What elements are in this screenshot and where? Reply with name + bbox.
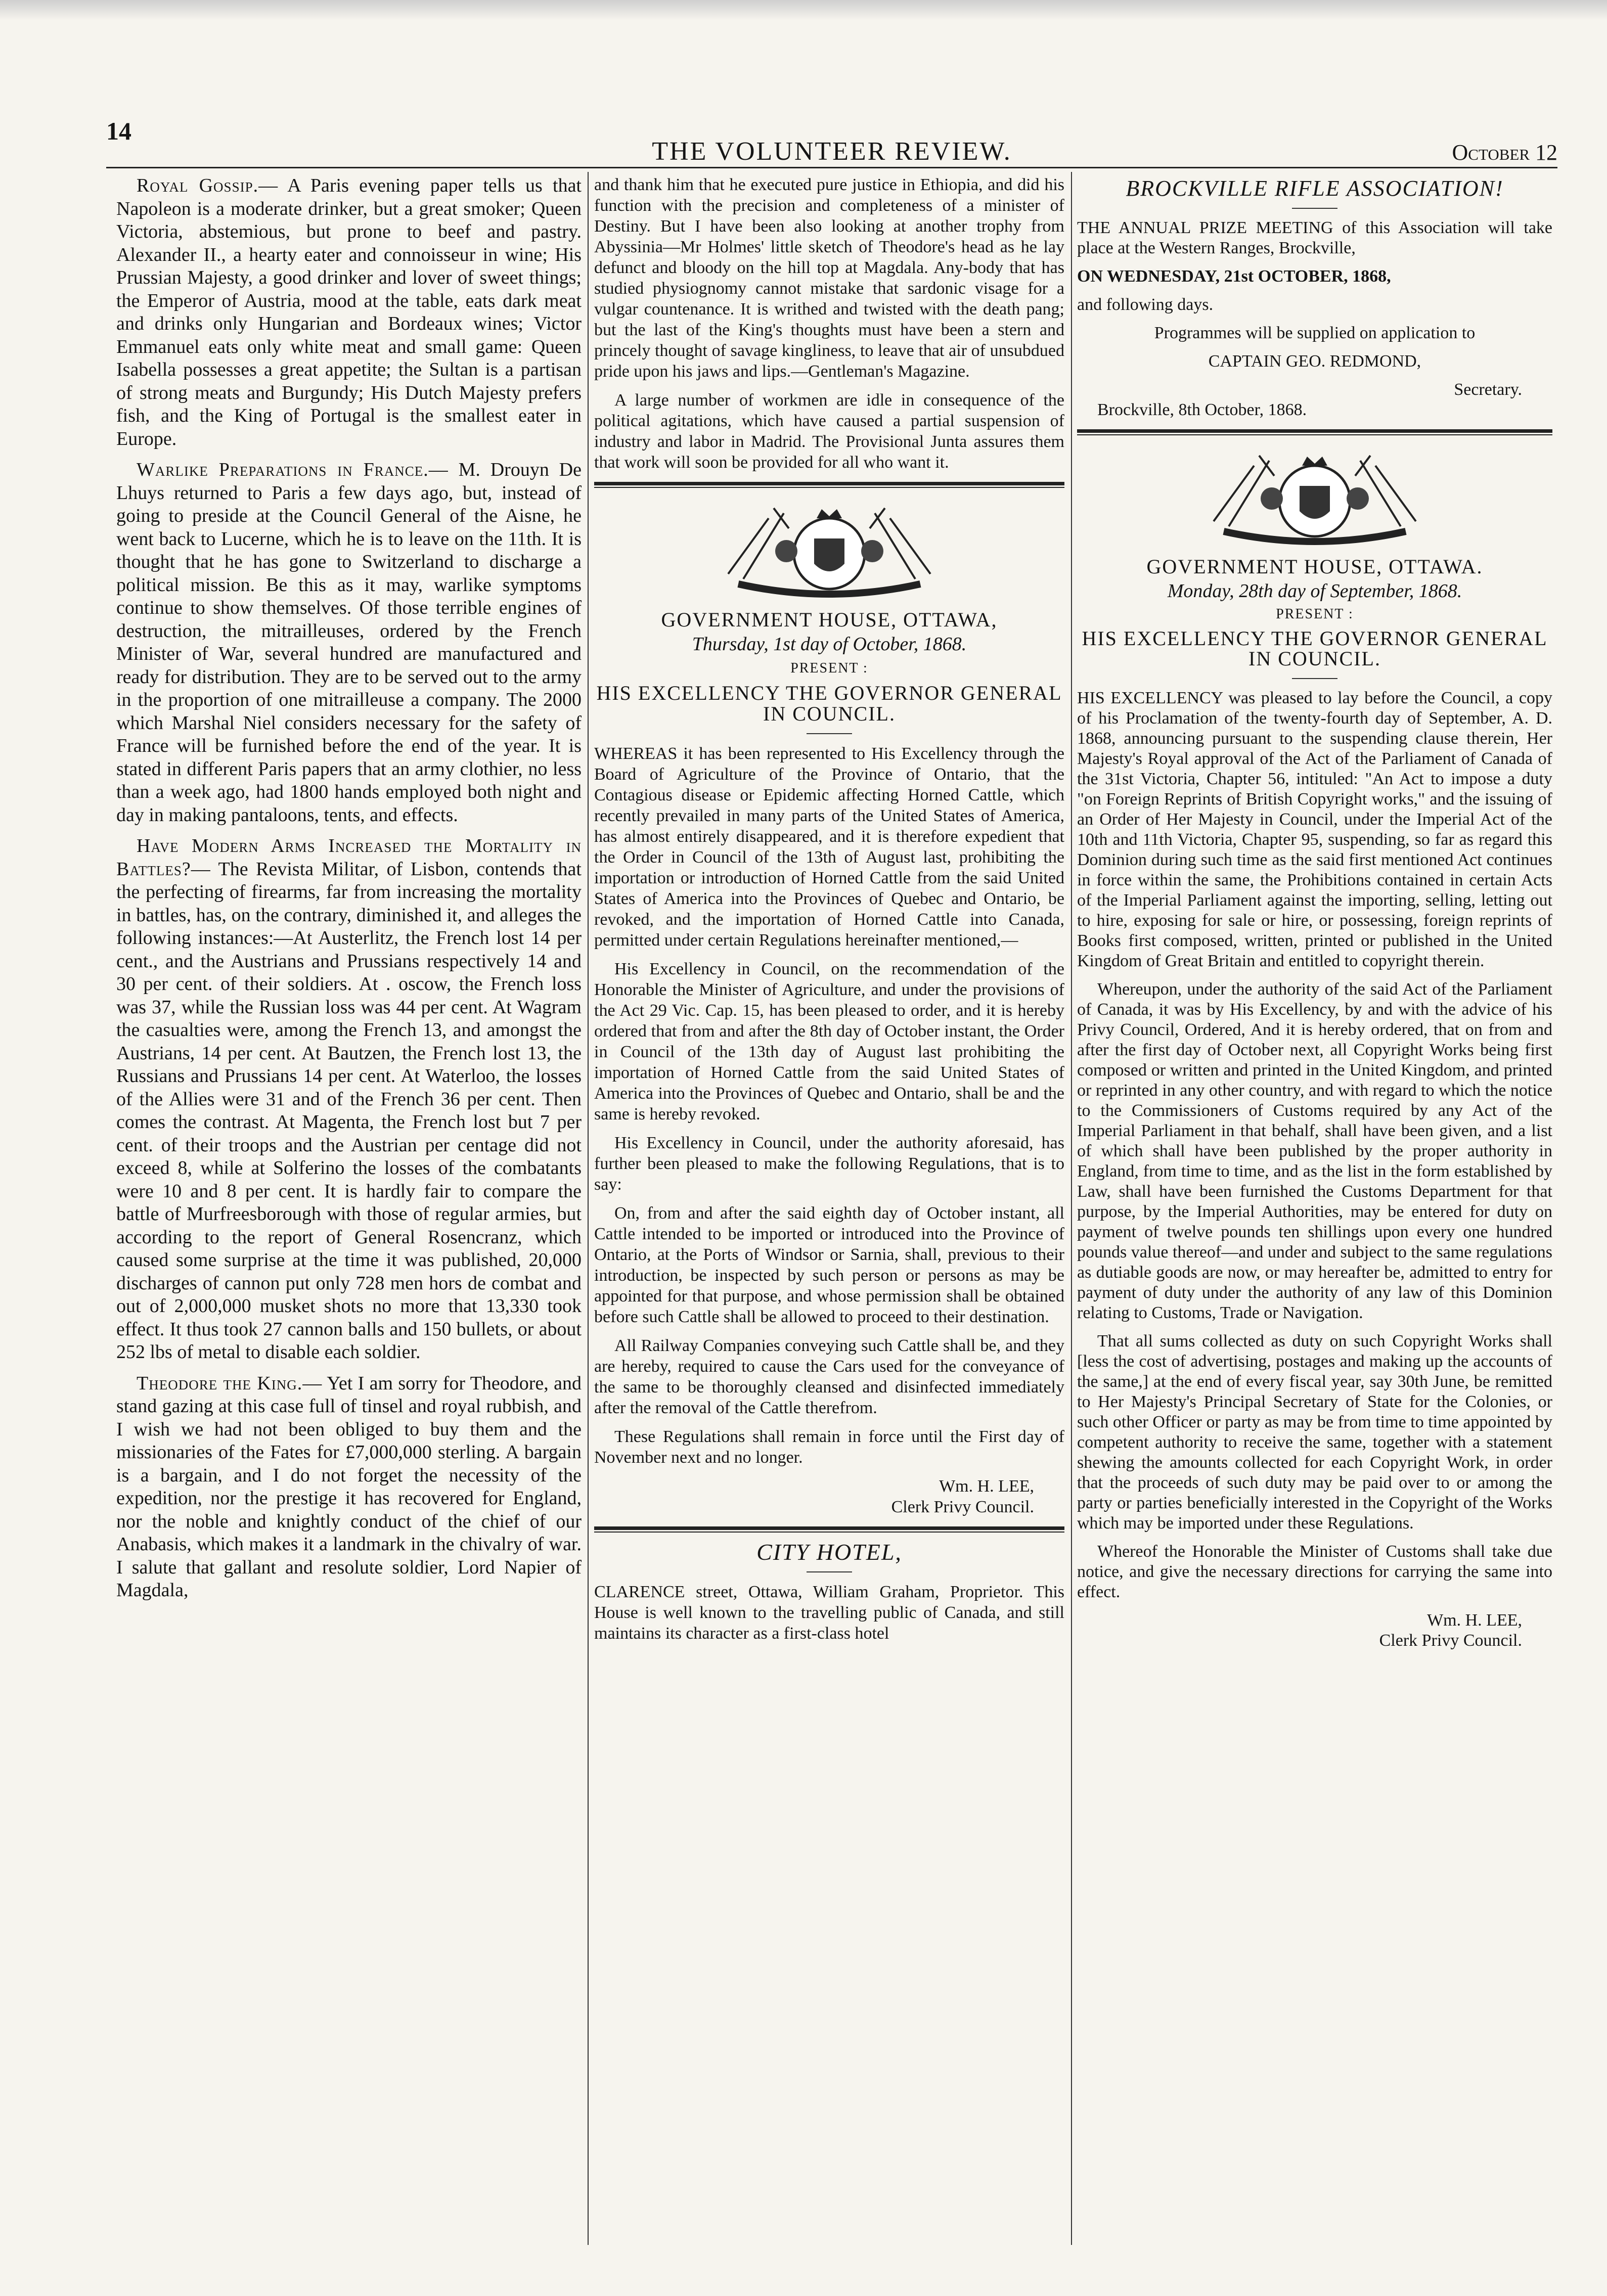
order-paragraph-1: His Excellency in Council, on the recommendation of the Honorable the Minister of Agriculture, and under the provisions of the Act 29 Vic. Cap. 15, has been pleased to order, and it is hereby ordered that from and after the 8th day of October instant, the Order in Council of the 13th day of August last prohibiting the importation of Horned Cattle from the said United States of America into the Provinces of Quebec and Ontario, shall be and the same is hereby revoked. <box>594 960 1064 1123</box>
section-divider <box>594 482 1064 488</box>
gov-date: Thursday, 1st day of October, 1868. <box>692 634 967 655</box>
page-number: 14 <box>106 117 131 145</box>
article-title: Royal Gossip.— <box>137 175 279 196</box>
signature-title: Clerk Privy Council. <box>891 1498 1034 1516</box>
meeting-date: ON WEDNESDAY, 21st OCTOBER, 1868, <box>1077 267 1391 286</box>
royal-crest-icon <box>1183 445 1446 547</box>
masthead: THE VOLUNTEER REVIEW. <box>652 137 1012 166</box>
order-paragraph-3: On, from and after the said eighth day of October instant, all Cattle intended to be imported or introduced into the Province of Ontario, at the Ports of Windsor or Sarnia, shall, previous to their introduction, be inspected by such person or persons as may be appointed for that purpose, and whose permission shall be obtained before such Cattle shall be allowed to proceed to their destination. <box>594 1204 1064 1326</box>
header-rule <box>106 167 1557 168</box>
captain-name: CAPTAIN GEO. REDMOND, <box>1208 352 1421 371</box>
order-paragraph-3: Whereof the Honorable the Minister of Customs shall take due notice, and give the necessary directions for carrying the same into effect. <box>1077 1542 1552 1601</box>
article-title: Have Modern Arms Increased the Mortality in Battles?— <box>116 835 582 880</box>
issue-date: October 12 <box>1452 140 1557 165</box>
secretary-label: Secretary. <box>1454 380 1522 399</box>
column-rule-2 <box>1071 172 1072 2245</box>
order-paragraph-2: That all sums collected as duty on such Copyright Works shall [less the cost of advertising, postages and making up the accounts of the same,] at the end of every fiscal year, say 30th June, be remitted to Her Majesty's Principal Secretary of State for the Colonies, or such other Officer or party as may be from time to time appointed by competent authority to receive the same, together with a statement shewing the amounts collected for each Copyright Work, in order that the proceeds of such duty may be paid over to or among the party or parties beneficially interested in the Copyright of the Works which may be imported under these Regulations. <box>1077 1332 1552 1533</box>
hotel-advert: CLARENCE street, Ottawa, William Graham, Proprietor. This House is well known to the travelling public of Canada, and still maintains its character as a first-class hotel <box>594 1583 1064 1643</box>
order-paragraph-4: All Railway Companies conveying such Cattle shall be, and they are hereby, required to cause the Cars used for the conveyance of the same to be thoroughly cleansed and disinfected immediately after the removal of the Cattle therefrom. <box>594 1336 1064 1417</box>
article-text: Yet I am sorry for Theodore, and stand gazing at this case full of tinsel and royal rubbish, and I wish we had not been obliged to buy them and the missionaries of the Fates for £7,000,000 sterling. A bargain is a bargain, and I do not forget the necessity of the expedition, nor the prestige it has recovered for England, nor the noble and knightly conduct of the chief of our Anabasis, which makes it a landmark in the chivalry of war. I salute that gallant and resolute soldier, Lord Napier of Magdala, <box>116 1372 582 1601</box>
article-theodore <box>116 1372 582 1602</box>
article-title: Warlike Preparations in France.— <box>137 459 449 480</box>
his-excellency-heading: HIS EXCELLENCY THE GOVERNOR GENERAL IN COUNCIL. <box>596 682 1062 725</box>
article-workmen: A large number of workmen are idle in consequence of the political agitations, which have caused a partial suspension of industry and labor in Madrid. The Provisional Junta assures them that work will soon be provided for all who want it. <box>594 391 1064 472</box>
section-divider <box>594 1526 1064 1533</box>
short-rule <box>807 1571 852 1572</box>
article-royal-gossip <box>116 174 582 451</box>
gov-house-heading: GOVERNMENT HOUSE, OTTAWA. <box>1146 555 1483 578</box>
signature-name: Wm. H. LEE, <box>1427 1611 1522 1630</box>
proclamation-paragraph: HIS EXCELLENCY was pleased to lay before the Council, a copy of his Proclamation of the twenty-fourth day of September, A. D. 1868, announcing pursuant to the suspending clause therein, Her Majesty's Royal approval of the Act of the Parliament of Canada of the 31st Victoria, Chapter 56, intituled: "An Act to impose a duty "on Foreign Reprints of British Copyright works," and the issuing of an Order of Her Majesty in Council, under the Imperial Act of the 10th and 11th Victoria, Chapter 95, suspending, so far as regard this Dominion during such time as the said first mentioned Act continues in force within the same, the Prohibitions contained in certain Acts of the Imperial Parliament against the importing, selling, letting out to hire, exposing for sale or hire, or possessing, foreign reprints of Books first composed, written, printed or published in the United Kingdom of Great Britain and entitled to copyright therein. <box>1077 689 1552 970</box>
article-text: A Paris evening paper tells us that Napoleon is a moderate drinker, but a great smoker; Queen Victoria, abstemious, but prone to beef and pastry. Alexander II., a hearty eater and connoisseur in wine; His Prussian Majesty, a good drinker and lover of sweet things; the Emperor of Austria, mood at the table, eats dark meat and drinks only Hungarian and Bordeaux wines; Victor Emmanuel eats only white meat and small game: Queen Isabella possesses a great appetite; the Sultan is a partisan of strong meats and Burgundy; His Dutch Majesty prefers fish, and the King of Portugal is the smallest eater in Europe. <box>116 175 582 449</box>
article-text: The Revista Militar, of Lisbon, contends that the perfecting of firearms, far from increasing the mortality in battles, has, on the contrary, diminished it, and alleges the following instances:—At Austerlitz, the French lost 14 per cent., and the Austrians and Prussians respectively 14 and 30 per cent. of their soldiers. At . oscow, the French loss was 37, while the Russian loss was 44 per cent. At Wagram the casualties were, among the French 13, and amongst the Austrians, 14 per cent. At Bautzen, the French lost 13, the Russians and Prussians 14 per cent. At Waterloo, the losses of the Allies were 31 and of the French 36 per cent. Then comes the contrast. At Magenta, the French lost but 7 per cent. of their troops and the Austrian per centage did not exceed 8, while at Solferino the losses of the combatants were 10 and 8 per cent. It is hardly fair to compare the battle of Murfreesborough with those of regular armies, but according to the report of General Rosencranz, which caused some surprise at the time it was published, 20,000 discharges of cannon put only 728 men hors de combat and out of 2,000,000 musket shots no more that 13,330 took effect. It thus took 27 cannon balls and 150 bullets, or about 252 lbs of metal to disable each soldier. <box>116 858 582 1363</box>
meeting-notice: THE ANNUAL PRIZE MEETING of this Association will take place at the Western Ranges, Brockville, <box>1077 218 1552 257</box>
scan-edge <box>0 0 1607 20</box>
page-header <box>106 116 1557 167</box>
order-paragraph-5: These Regulations shall remain in force until the First day of November next and no longer. <box>594 1427 1064 1467</box>
gov-date: Monday, 28th day of September, 1868. <box>1167 580 1462 602</box>
short-rule <box>1292 678 1337 679</box>
signature-title: Clerk Privy Council. <box>1379 1631 1522 1650</box>
brockville-date: Brockville, 8th October, 1868. <box>1097 400 1307 419</box>
meeting-following: and following days. <box>1077 295 1214 314</box>
column-1 <box>116 174 582 1610</box>
column-rule-1 <box>588 172 589 2245</box>
gov-house-heading: GOVERNMENT HOUSE, OTTAWA, <box>661 608 998 631</box>
brockville-title: BROCKVILLE RIFLE ASSOCIATION! <box>1126 176 1504 201</box>
his-excellency-heading: HIS EXCELLENCY THE GOVERNOR GENERAL IN COUNCIL. <box>1082 627 1548 670</box>
present-label: PRESENT : <box>1276 606 1354 622</box>
article-warlike <box>116 459 582 827</box>
article-title: Theodore the King.— <box>137 1372 323 1394</box>
present-label: PRESENT : <box>790 660 868 676</box>
order-paragraph-1: Whereupon, under the authority of the said Act of the Parliament of Canada, it was by His Excellency, by and with the advice of his Privy Council, Ordered, And it is hereby ordered, that on from and after the first day of October next, all Copyright Works being first composed or written and printed in the United Kingdom, and printed or reprinted in any other country, and with regard to which the notice to the Commissioners of Customs required by any Act of the Imperial Parliament in that behalf, shall have been given, and a list of which shall have been published by the proper authority in England, from time to time, and as the list in the form established by Law, shall have been furnished the Customs Department for that purpose, by the Imperial Authorities, may be entered for duty on payment of twelve pounds ten shillings upon every one hundred pounds value thereof—and under and subject to the same regulations as dutiable goods are now, or may hereafter be, admitted to entry for payment of duty under the authority of any law of this Dominion relating to Customs, Trade or Navigation. <box>1077 980 1552 1322</box>
order-paragraph-2: His Excellency in Council, under the authority aforesaid, has further been pleased to make the following Regulations, that is to say: <box>594 1134 1064 1194</box>
column-3 <box>1077 174 1552 1651</box>
signature-name: Wm. H. LEE, <box>939 1477 1034 1496</box>
hotel-title: CITY HOTEL, <box>756 1539 902 1565</box>
royal-crest-icon <box>698 498 961 599</box>
short-rule <box>1292 208 1337 209</box>
article-modern-arms <box>116 835 582 1364</box>
column-2 <box>594 174 1064 1652</box>
short-rule <box>807 733 852 734</box>
article-theodore-continued: and thank him that he executed pure justice in Ethiopia, and did his function with the precision and completeness of a minister of Destiny. But I have been also looking at another trophy from Abyssinia—Mr Holmes' little sketch of Theodore's head as he lay defunct and bloody on the hill top at Magdala. Any-body that has studied physiognomy cannot mistake that sardonic visage for a vulgar countenance. It is writhed and twisted with the death pang; but the last of the King's thoughts must have been a stern and princely thought of savage kingliness, to leave that air of unsubdued pride upon his jaws and lips.—Gentleman's Magazine. <box>594 175 1064 381</box>
programmes-note: Programmes will be supplied on application to <box>1154 324 1476 342</box>
article-text: M. Drouyn De Lhuys returned to Paris a few days ago, but, instead of going to preside at the Council General of the Aisne, he went back to Lucerne, which he is to leave on the 11th. It is thought that he has gone to Switzerland to discharge a political mission. Be this as it may, warlike symptoms continue to show themselves. Of those terrible engines of destruction, the mitrailleuses, ordered by the French Minister of War, several hundred are manufactured and ready for distribution. They are to be served out to the army in the proportion of one mitrailleuse a company. The 2000 which Marshal Niel considers necessary for the safety of France will be furnished before the end of the year. It is stated in different Paris papers that an army clothier, no less than a week ago, had 1800 hands employed both night and day in making pantaloons, tents, and effects. <box>116 459 582 826</box>
section-divider <box>1077 429 1552 435</box>
whereas-paragraph: WHEREAS it has been represented to His Excellency through the Board of Agriculture of the Province of Ontario, that the Contagious disease or Epidemic affecting Horned Cattle, which recently prevailed in many parts of the United States of America, has almost entirely disappeared, and it is therefore expedient that the Order in Council of the 13th of August last, prohibiting the importation or introduction of Horned Cattle from the said United States of America into the Provinces of Quebec and Ontario, be revoked, and the importation of Horned Cattle into Canada, permitted under certain Regulations hereinafter mentioned,— <box>594 744 1064 950</box>
